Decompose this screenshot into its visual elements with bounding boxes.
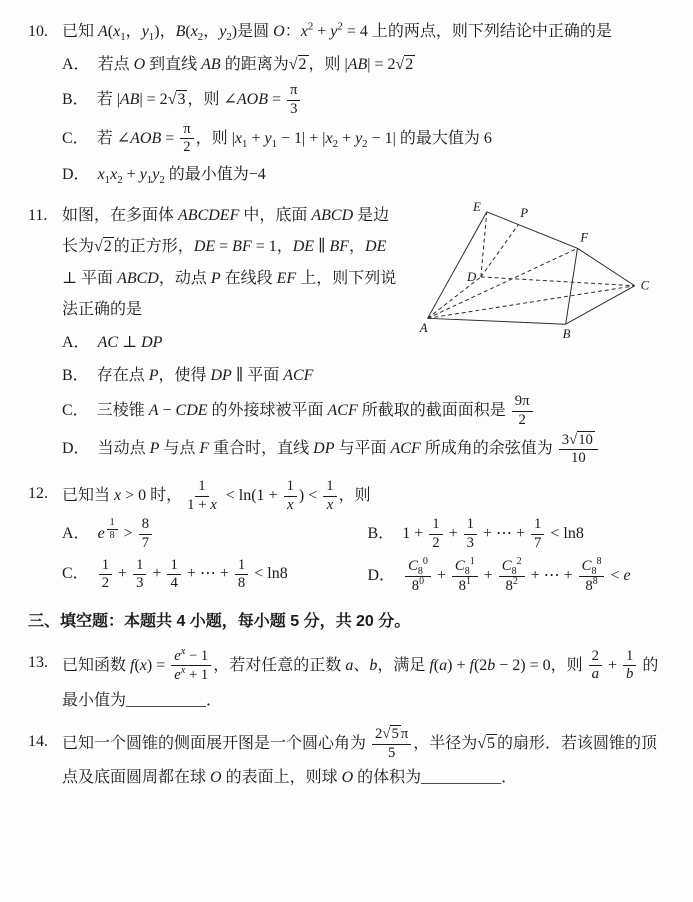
- question-10-options: [62, 49, 665, 190]
- question-11-head: [28, 200, 665, 325]
- option-body: $x_1x_2 + y_1y_2$ 的最小值为−4: [97, 166, 266, 187]
- question-12-options: [62, 514, 665, 598]
- option-label: C．: [62, 565, 89, 583]
- question-10-stem: 已知 $A(x_1$，$y_1$)，$B(x_2$，$y_2$)是圆 O：$x^2 + y^2 = 4$ 上的两点，则下列结论中正确的是: [62, 20, 612, 44]
- question-13-head: [28, 647, 665, 716]
- question-11-number: 11.: [28, 207, 48, 225]
- question-11-option-b: [62, 360, 665, 391]
- option-label: A．: [62, 525, 90, 543]
- option-label: C．: [62, 129, 89, 147]
- question-13-stem: 已知函数 f(x) = $\frac{e^x - 1}{e^x + 1}$ ，若对任意的正数 a、b，满足 f(a) + f(2b − 2) = 0，则 $\frac{2}{a}$ + $\frac{1}{b}$ 的最小值为__________．: [62, 645, 659, 709]
- question-12-option-b: [368, 516, 666, 552]
- option-label: D．: [62, 440, 90, 458]
- figure-vertex-label-b: B: [562, 327, 571, 341]
- option-body: $\frac{1}{2}$ + $\frac{1}{3}$ + $\frac{1}{4}$ + ⋯ + $\frac{1}{8}$ < ln8: [97, 565, 288, 582]
- question-14-number: 14.: [28, 733, 48, 751]
- option-label: B．: [62, 91, 89, 109]
- question-12-option-d: [368, 557, 666, 596]
- option-label: D．: [367, 566, 396, 584]
- figure-vertex-label-d: D: [467, 270, 477, 285]
- figure-vertex-label-a: A: [419, 321, 428, 336]
- option-label: D．: [62, 166, 90, 183]
- option-label: B．: [62, 367, 89, 385]
- option-body: 存在点 P，使得 DP ∥ 平面 ACF: [96, 367, 314, 385]
- question-11-stem: 如图，在多面体 ABCDEF 中，底面 ABCD 是边长为√2 的正方形，DE = BF = 1，DE ∥ BF，DE ⊥ 平面 ABCD，动点 P 在线段 EF 上，则下列说法正确的是: [62, 207, 397, 318]
- option-body: 当动点 P 与点 F 重合时，直线 DP 与平面 ACF 所成角的余弦值为 $\frac{3√10}{10}$: [98, 440, 600, 457]
- option-label: B．: [367, 525, 395, 543]
- option-label: A．: [62, 333, 90, 351]
- option-label: A．: [62, 56, 90, 74]
- question-12-number: 12.: [28, 484, 48, 502]
- question-12-stem: 已知当 x > 0 时， $\frac{1}{1 + x}$ < ln(1 + $\frac{1}{x}$ ) < $\frac{1}{x}$ ，则: [62, 477, 371, 513]
- section-heading: 三、填空题：本题共 4 小题，每小题 5 分，共 20 分。: [28, 612, 411, 630]
- option-body: e $^{\frac{1}{8}}$ > $\frac{8}{7}$: [98, 525, 155, 542]
- figure-vertex-label-f: F: [580, 230, 589, 245]
- question-12-head: [28, 478, 665, 514]
- question-14: [28, 726, 665, 794]
- question-10-option-d: [62, 159, 665, 190]
- option-body: 若 ∠AOB = $\frac{\pi}{2}$ ，则 $|x_1 + y_1 - 1| + |x_2 + y_2 - 1|$ 的最大值为 6: [96, 120, 492, 156]
- question-11: [28, 200, 665, 468]
- question-13-number: 13.: [28, 653, 48, 671]
- question-10: [28, 16, 665, 190]
- option-label: C．: [62, 402, 89, 420]
- question-14-head: [28, 726, 665, 794]
- option-body: 若点 O 到直线 AB 的距离为√2 ，则 |AB| = 2√2: [97, 56, 414, 74]
- question-10-option-c: [62, 121, 665, 157]
- option-body: 三棱锥 A − CDE 的外接球被平面 ACF 所截取的截面面积是 $\frac{9\pi}{2}$: [97, 402, 535, 419]
- question-10-head: [28, 16, 665, 47]
- question-11-option-c: [62, 393, 665, 429]
- figure-vertex-label-p: P: [520, 205, 529, 220]
- option-body: 1 + $\frac{1}{2}$ + $\frac{1}{3}$ + ⋯ + $\frac{1}{7}$ < ln8: [402, 516, 584, 551]
- question-12-option-a: [62, 516, 360, 552]
- question-12: [28, 478, 665, 598]
- figure-vertex-label-e: E: [472, 200, 481, 215]
- question-11-options: [62, 327, 665, 468]
- question-13: [28, 647, 665, 716]
- question-10-option-b: [62, 82, 665, 118]
- option-body: $\frac{C_8^0}{8^0}$ + $\frac{C_8^1}{8^1}$ + $\frac{C_8^2}{8^2}$ + ⋯ + $\frac{C_8^8}{8^8}$ < e: [403, 567, 631, 584]
- figure-vertex-label-c: C: [640, 278, 650, 293]
- option-body: 若 |AB| = 2√3 ，则 ∠AOB = $\frac{\pi}{3}$: [97, 91, 303, 108]
- question-10-option-a: [62, 49, 665, 80]
- question-12-option-c: [62, 557, 360, 596]
- question-14-stem: 已知一个圆锥的侧面展开图是一个圆心角为 $\frac{2√5 \pi}{5}$ ，半径为√5 的扇形．若该圆锥的顶点及底面圆周都在球 O 的表面上，则球 O 的体积为__________．: [62, 726, 658, 787]
- question-10-number: 10.: [28, 23, 48, 40]
- question-11-option-d: [62, 432, 665, 468]
- option-body: AC ⊥ DP: [97, 333, 163, 351]
